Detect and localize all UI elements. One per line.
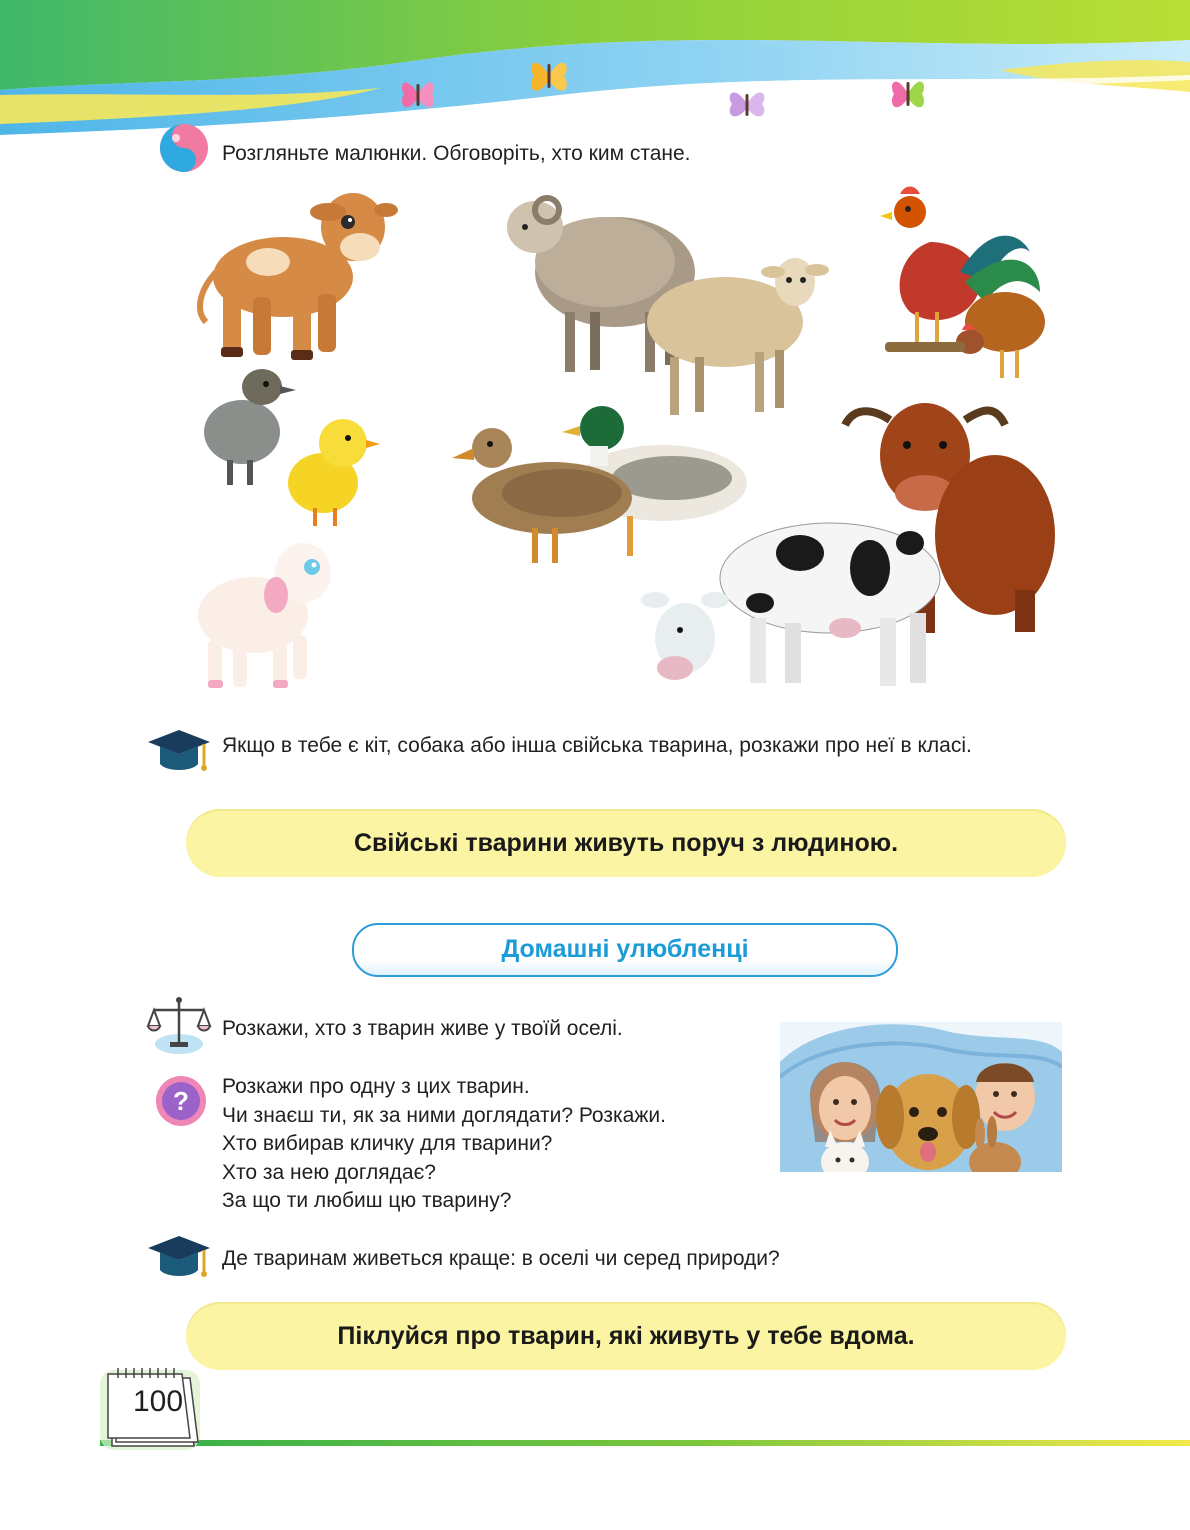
scales-icon [146,992,212,1058]
header-band [0,0,1190,140]
task-1-text: Якщо в тебе є кіт, собака або інша свійська тварина, розкажи про неї в класі. [222,734,972,757]
svg-text:?: ? [173,1086,189,1116]
task-3-lines [222,1073,762,1216]
butterfly-icon [398,72,438,118]
task-3-line: За що ти любиш цю тварину? [222,1189,512,1212]
butterfly-icon [526,52,572,102]
graduation-cap-icon [146,726,212,776]
calf-illustration [188,182,398,367]
butterfly-icon [888,70,928,118]
ewe-illustration [645,252,835,422]
callout-box-2 [186,1302,1066,1370]
task-3-line: Хто вибирав кличку для тварини? [222,1132,553,1155]
discuss-icon [158,122,210,174]
task-3-line: Розкажи про одну з цих тварин. [222,1075,530,1098]
page-number: 100 [132,1385,184,1418]
graduation-cap-icon [146,1232,212,1282]
section-title: Домашні улюбленці [501,935,749,963]
footer-bar [100,1436,1190,1452]
question-icon [154,1074,208,1128]
cow-illustration [640,508,945,698]
section-title-box [352,923,898,977]
callout-text-2: Піклуйся про тварин, які живуть у тебе вдома. [337,1322,915,1350]
task-3-line: Чи знаєш ти, як за ними доглядати? Розкажи. [222,1103,666,1127]
callout-box-1 [186,809,1066,877]
task-3-line: Хто за нею доглядає? [222,1160,436,1184]
intro-text: Розгляньте малюнки. Обговоріть, хто ким стане. [222,142,691,165]
callout-text-1: Свійські тварини живуть поруч з людиною. [353,829,899,857]
chick-illustration [278,408,383,533]
task-2-text: Розкажи, хто з тварин живе у твоїй оселі. [222,1017,623,1040]
lamb-illustration [188,535,343,695]
butterfly-icon [725,82,769,126]
children-with-pets-photo [780,1022,1062,1198]
rooster-hen-illustration [870,182,1055,387]
task-4-text: Де тваринам живеться краще: в оселі чи серед природи? [222,1247,780,1270]
